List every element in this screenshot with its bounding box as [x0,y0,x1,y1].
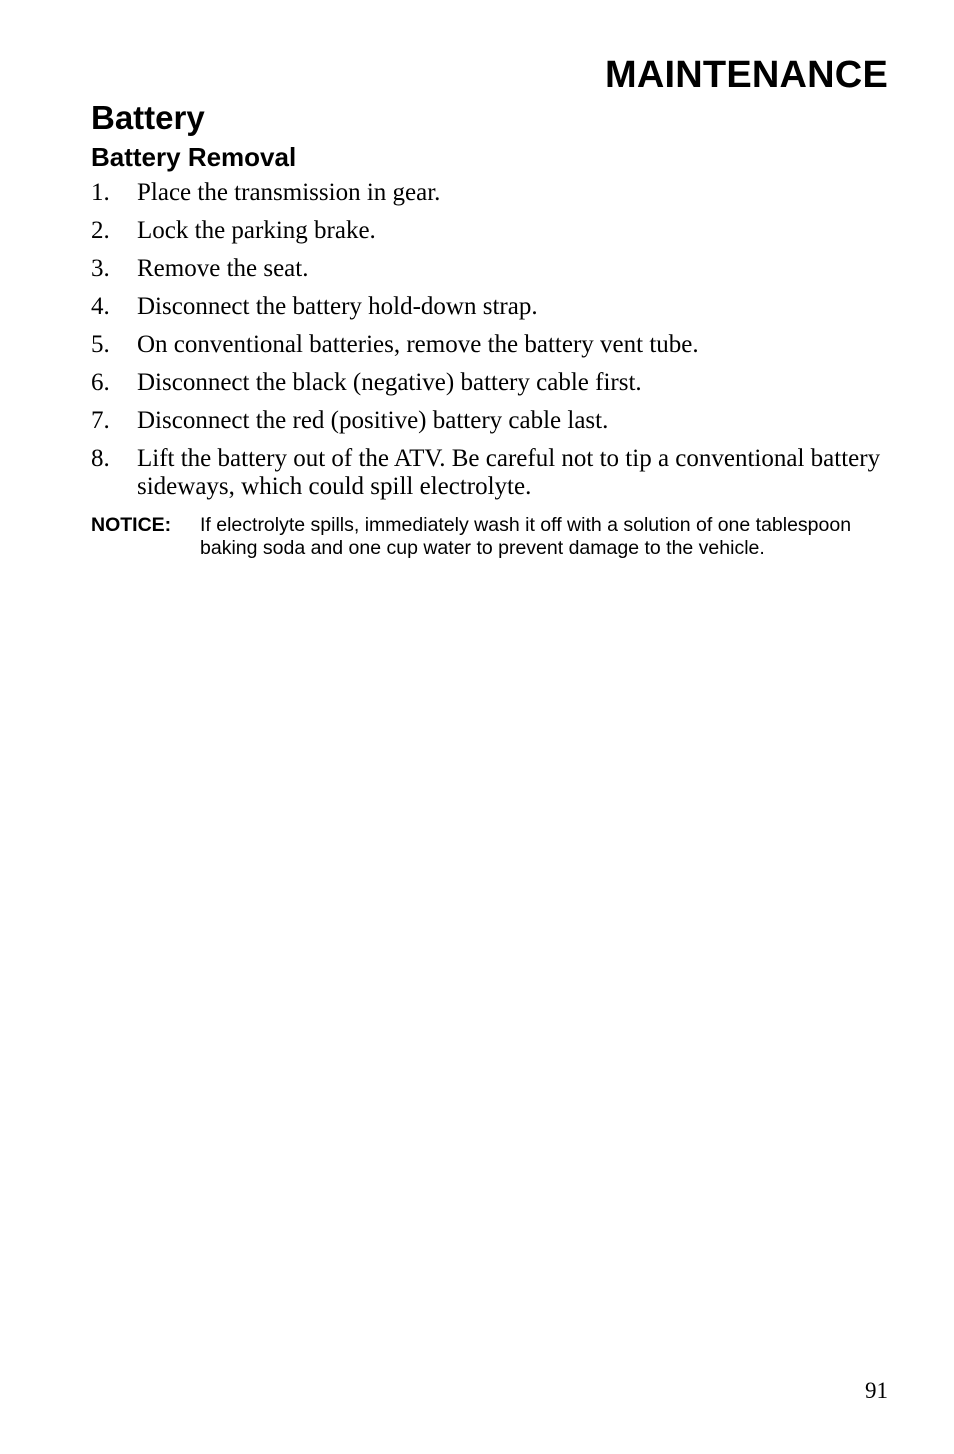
step-text: Disconnect the battery hold-down strap. [137,293,538,320]
step-item [91,445,891,501]
step-item [91,407,891,435]
step-text: Place the transmission in gear. [137,179,441,206]
step-text: Remove the seat. [137,255,309,282]
step-item [91,293,891,321]
step-number: 3. [91,255,110,282]
step-text: Disconnect the red (positive) battery cable last. [137,407,609,434]
step-number: 2. [91,217,110,244]
step-text: Lock the parking brake. [137,217,376,244]
step-text: Disconnect the black (negative) battery cable first. [137,369,642,396]
section-title: Battery [91,99,205,136]
notice-text: If electrolyte spills, immediately wash it off with a solution of one tablespoon baking soda and one cup water to prevent damage to the vehicle. [200,514,852,559]
step-number: 1. [91,179,110,206]
step-number: 7. [91,407,110,434]
page-number: 91 [865,1378,888,1403]
step-item [91,369,891,397]
step-text: On conventional batteries, remove the battery vent tube. [137,331,699,358]
step-number: 8. [91,445,110,472]
step-text: Lift the battery out of the ATV. Be careful not to tip a conventional battery sideways, which could spill electrolyte. [137,445,881,500]
step-item [91,217,891,245]
step-number: 5. [91,331,110,358]
step-item [91,179,891,207]
step-item [91,255,891,283]
chapter-title: MAINTENANCE [605,54,888,96]
step-item [91,331,891,359]
removal-steps-list [91,179,891,511]
notice-label: NOTICE: [91,514,172,536]
notice-block [91,514,891,560]
step-number: 4. [91,293,110,320]
step-number: 6. [91,369,110,396]
subsection-title: Battery Removal [91,142,297,172]
